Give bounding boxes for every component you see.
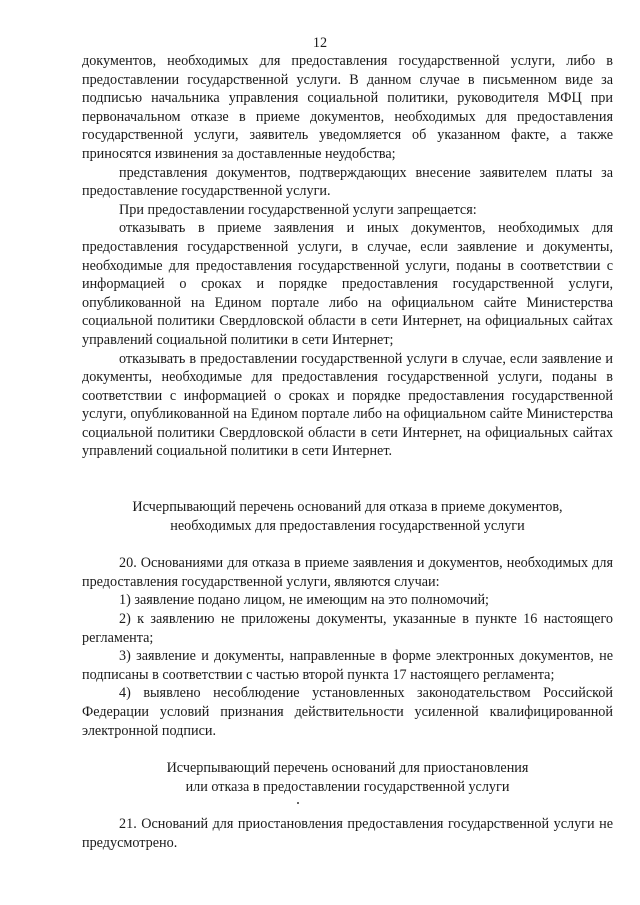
list-item: 4) выявлено несоблюдение установленных законодательством Российской Федерации условий признания действительности усиленной квалифицированной электронной подписи.	[82, 685, 613, 739]
paragraph-prohibition-provision: отказывать в предоставлении государственной услуги в случае, если заявление и документы, необходимые для предоставления государственной услуги, поданы в соответствии с информацией о сроках и порядке предоставления государственной услуги, опубликованной на Едином портале либо на официальном сайте Министерства социальной политики Свердловской области в сети Интернет, на официальных сайтах управлений социальной политики в сети Интернет.	[82, 350, 613, 460]
spacer	[82, 480, 613, 498]
section-heading-line: Исчерпывающий перечень оснований для приостановления	[166, 760, 529, 777]
section-heading-suspension-grounds	[82, 759, 613, 796]
paragraph-item-20: 20. Основаниями для отказа в приеме заявления и документов, необходимых для предоставления государственной услуги, являются случаи:	[82, 555, 613, 590]
paragraph-payment-documents: представления документов, подтверждающих внесение заявителем платы за предоставление государственной услуги.	[82, 164, 613, 200]
section-heading-line: необходимых для предоставления государственной услуги	[170, 517, 525, 534]
list-item: 2) к заявлению не приложены документы, указанные в пункте 16 настоящего регламента;	[82, 611, 613, 646]
list-item: 1) заявление подано лицом, не имеющим на это полномочий;	[119, 592, 489, 609]
document-body	[82, 52, 613, 853]
spacer	[82, 535, 613, 554]
spacer	[82, 461, 613, 480]
list-item: 3) заявление и документы, направленные в форме электронных документов, не подписаны в соответствии с частью второй пункта 17 настоящего регламента;	[82, 648, 613, 683]
scan-speck	[297, 802, 299, 804]
paragraph-item-21: 21. Оснований для приостановления предоставления государственной услуги не предусмотрено.	[82, 816, 613, 851]
section-heading-line: или отказа в предоставлении государственной услуги	[185, 778, 510, 795]
page-number: 12	[312, 35, 328, 51]
spacer	[82, 740, 613, 759]
section-heading-line: Исчерпывающий перечень оснований для отказа в приеме документов,	[132, 499, 563, 516]
section-heading-refusal-grounds	[82, 498, 613, 535]
paragraph-refusal-notice: документов, необходимых для предоставления государственной услуги, либо в предоставлении государственной услуги. В данном случае в письменном виде за подписью начальника управления социальной политики, руководителя МФЦ при первоначальном отказе в приеме документов, необходимых для предоставления государственной услуги, заявитель уведомляется об указанном факте, а также приносятся извинения за доставленные неудобства;	[82, 53, 613, 162]
paragraph-prohibitions-intro: При предоставлении государственной услуги запрещается:	[119, 201, 477, 218]
spacer	[82, 796, 613, 815]
paragraph-prohibition-acceptance: отказывать в приеме заявления и иных документов, необходимых для предоставления государственной услуги, в случае, если заявление и документы, необходимые для предоставления государственной услуги, поданы в соответствии с информацией о сроках и порядке предоставления государственной услуги, опубликованной на Едином портале либо на официальном сайте Министерства социальной политики Свердловской области в сети Интернет, на официальных сайтах управлений социальной политики в сети Интернет;	[82, 220, 613, 348]
